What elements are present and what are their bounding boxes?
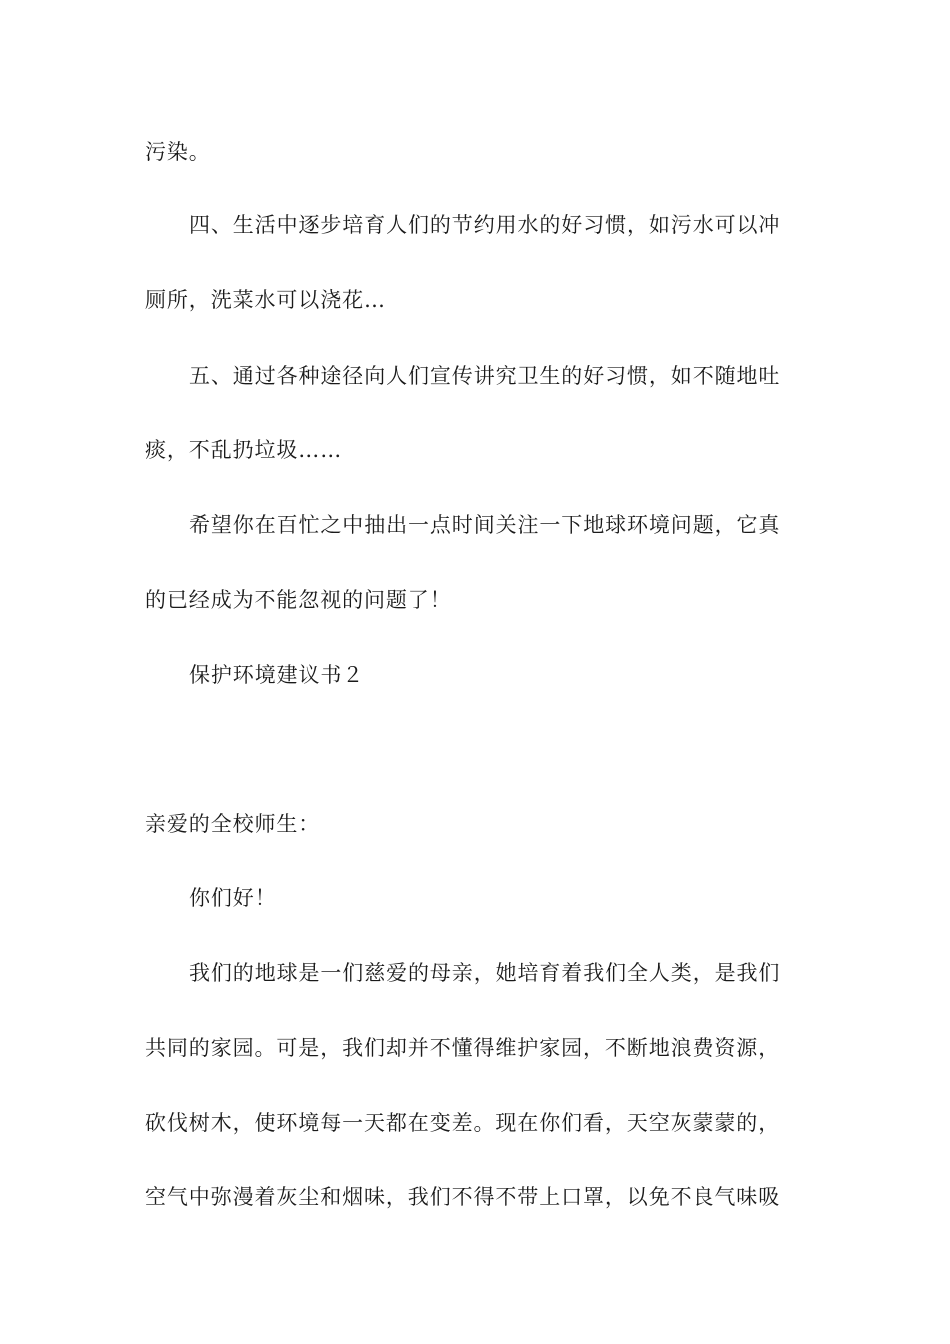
paragraph-line: 空气中弥漫着灰尘和烟味，我们不得不带上口罩，以免不良气味吸 (145, 1185, 781, 1209)
paragraph-line: 砍伐树木，使环境每一天都在变差。现在你们看，天空灰蒙蒙的， (145, 1111, 781, 1135)
section-title: 保护环境建议书２ (189, 663, 365, 687)
paragraph-line: 五、通过各种途径向人们宣传讲究卫生的好习惯，如不随地吐 (189, 364, 781, 388)
paragraph-line: 我们的地球是一们慈爱的母亲，她培育着我们全人类，是我们 (189, 961, 781, 985)
salutation: 亲爱的全校师生： (145, 812, 321, 836)
paragraph-line: 四、生活中逐步培育人们的节约用水的好习惯，如污水可以冲 (189, 213, 781, 237)
paragraph-line: 的已经成为不能忽视的问题了！ (145, 588, 452, 612)
paragraph-line: 污染。 (145, 140, 211, 164)
paragraph-line: 希望你在百忙之中抽出一点时间关注一下地球环境问题，它真 (189, 513, 781, 537)
paragraph-line: 痰，不乱扔垃圾…… (145, 438, 343, 462)
greeting: 你们好！ (189, 886, 277, 910)
paragraph-line: 共同的家园。可是，我们却并不懂得维护家园，不断地浪费资源， (145, 1036, 781, 1060)
paragraph-line: 厕所，洗菜水可以浇花… (145, 288, 386, 312)
